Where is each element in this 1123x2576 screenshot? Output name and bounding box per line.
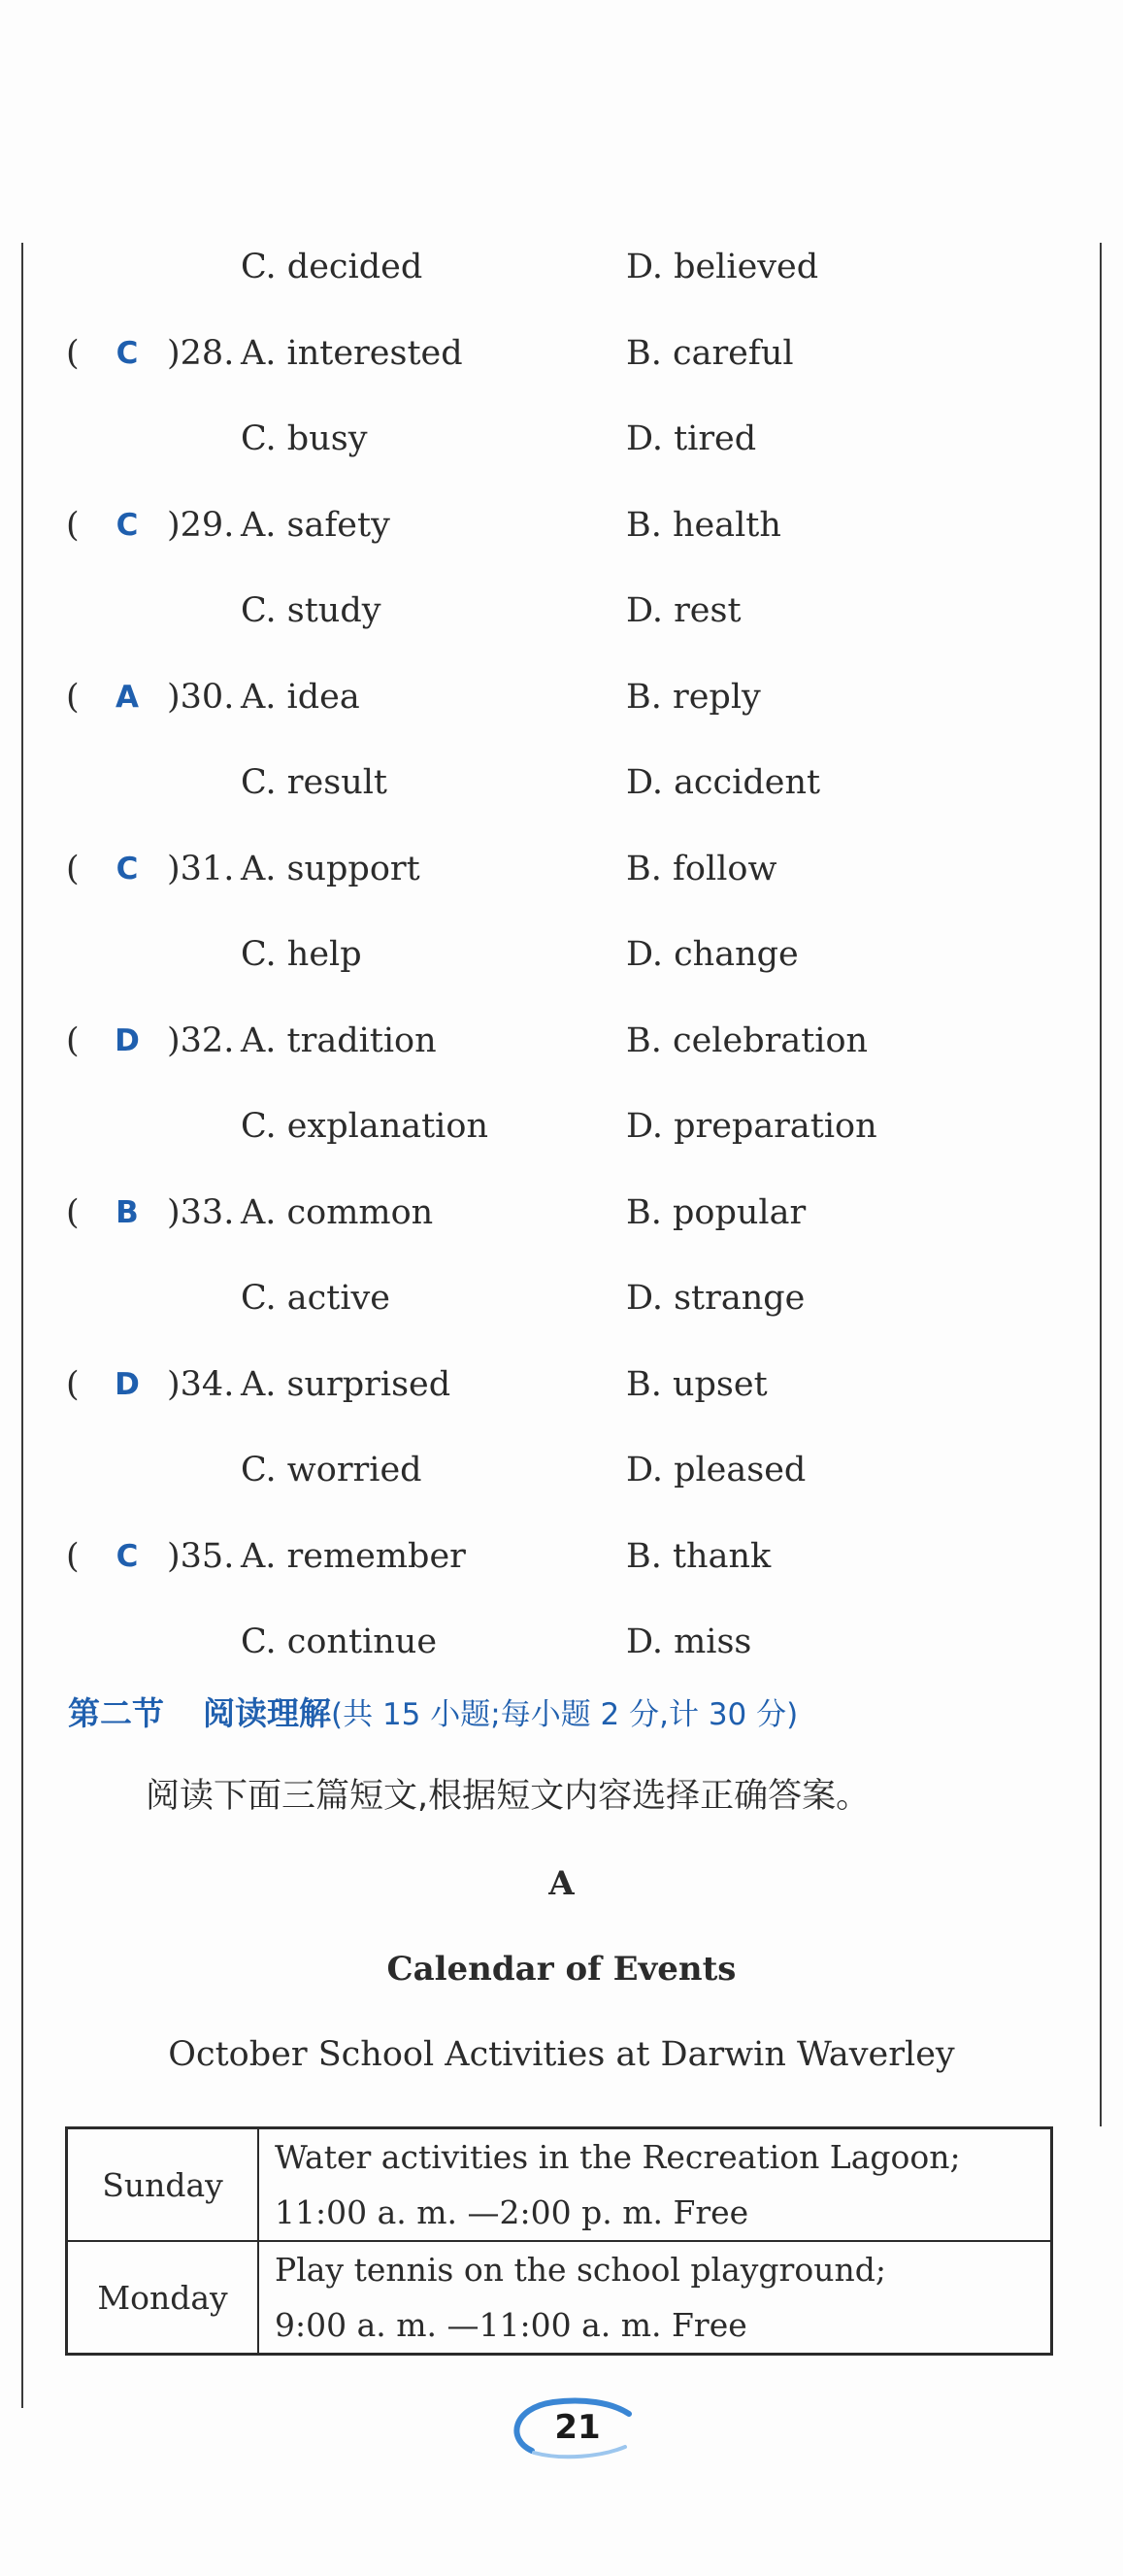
option-left: C. active <box>241 1279 390 1318</box>
option-right: D. change <box>626 935 799 974</box>
answer-paren: ( <box>66 1536 80 1576</box>
option-row <box>0 1355 1123 1414</box>
answer-letter: C <box>116 851 139 887</box>
option-left: A. support <box>241 849 420 888</box>
page-number: 21 <box>554 2408 601 2447</box>
option-row <box>0 840 1123 898</box>
reading-instruction: 阅读下面三篇短文,根据短文内容选择正确答案。 <box>146 1777 871 1816</box>
question-number: )35. <box>167 1536 235 1576</box>
option-left: A. tradition <box>241 1020 437 1060</box>
option-right: B. upset <box>626 1364 768 1404</box>
option-row <box>0 496 1123 554</box>
option-right: B. popular <box>626 1192 807 1232</box>
option-right: D. strange <box>626 1279 806 1318</box>
option-row <box>0 1269 1123 1327</box>
question-number: )30. <box>167 677 235 717</box>
option-left: C. continue <box>241 1623 438 1661</box>
option-left: C. busy <box>241 419 368 458</box>
question-number: )33. <box>167 1192 235 1232</box>
answer-paren: ( <box>66 1364 80 1404</box>
event-description: Play tennis on the school playground; <box>275 2251 886 2289</box>
day-cell: Sunday <box>67 2128 259 2242</box>
day-cell: Monday <box>67 2241 259 2355</box>
event-description: Water activities in the Recreation Lagoon; <box>275 2138 961 2176</box>
answer-paren: ( <box>66 505 80 545</box>
events-table <box>65 2126 1053 2356</box>
answer-letter: A <box>116 679 139 715</box>
option-row <box>0 1097 1123 1155</box>
option-right: B. thank <box>626 1536 772 1576</box>
answer-letter: D <box>115 1022 140 1058</box>
option-left: C. explanation <box>241 1107 488 1146</box>
option-right: B. follow <box>626 849 777 888</box>
option-right: D. preparation <box>626 1107 877 1146</box>
answer-letter: C <box>116 1538 139 1574</box>
section-heading <box>68 1685 798 1744</box>
option-left: C. decided <box>241 248 423 286</box>
option-left: A. remember <box>241 1536 466 1576</box>
section-note: (共 15 小题;每小题 2 分,计 30 分) <box>331 1697 799 1732</box>
question-number: )31. <box>167 849 235 888</box>
option-row <box>0 324 1123 383</box>
option-row <box>0 1012 1123 1070</box>
question-number: )29. <box>167 505 235 545</box>
question-number: )32. <box>167 1020 235 1060</box>
option-row <box>0 1613 1123 1671</box>
event-cell <box>258 2241 1052 2355</box>
answer-letter: C <box>116 335 139 371</box>
option-right: D. tired <box>626 419 757 458</box>
option-row <box>0 753 1123 812</box>
option-right: D. accident <box>626 763 821 802</box>
option-row <box>0 410 1123 468</box>
option-left: A. surprised <box>241 1364 451 1404</box>
calendar-subtitle: October School Activities at Darwin Waverley <box>168 2035 955 2074</box>
option-left: C. study <box>241 591 381 630</box>
option-left: A. interested <box>241 333 463 373</box>
option-row <box>0 668 1123 726</box>
event-time: 11:00 a. m. —2:00 p. m. Free <box>275 2193 749 2231</box>
option-row <box>0 1527 1123 1586</box>
section-title: 第二节 <box>68 1694 164 1732</box>
option-left: C. help <box>241 935 362 974</box>
option-left: A. common <box>241 1192 434 1232</box>
answer-paren: ( <box>66 1020 80 1060</box>
option-right: B. careful <box>626 333 794 373</box>
answer-letter: B <box>116 1194 139 1230</box>
option-row <box>0 582 1123 640</box>
answer-letter: D <box>115 1366 140 1402</box>
answer-paren: ( <box>66 677 80 717</box>
event-time: 9:00 a. m. —11:00 a. m. Free <box>275 2306 747 2344</box>
option-left: C. result <box>241 763 387 802</box>
option-left: A. safety <box>241 505 390 545</box>
answer-paren: ( <box>66 333 80 373</box>
option-right: B. reply <box>626 677 761 717</box>
option-row <box>0 925 1123 984</box>
option-left: A. idea <box>241 677 360 717</box>
option-right: D. miss <box>626 1623 752 1661</box>
option-right: D. pleased <box>626 1451 807 1489</box>
option-row <box>0 1184 1123 1242</box>
option-right: D. believed <box>626 248 819 286</box>
table-row <box>67 2241 1052 2355</box>
answer-paren: ( <box>66 849 80 888</box>
table-row <box>67 2128 1052 2242</box>
calendar-title: Calendar of Events <box>386 1950 737 1989</box>
option-right: B. celebration <box>626 1020 869 1060</box>
option-right: B. health <box>626 505 781 545</box>
option-row <box>0 238 1123 296</box>
answer-paren: ( <box>66 1192 80 1232</box>
question-number: )34. <box>167 1364 235 1404</box>
passage-label: A <box>548 1864 575 1903</box>
option-right: D. rest <box>626 591 742 630</box>
section-subtitle: 阅读理解 <box>203 1694 331 1732</box>
answer-letter: C <box>116 507 139 543</box>
option-row <box>0 1441 1123 1499</box>
question-number: )28. <box>167 333 235 373</box>
option-left: C. worried <box>241 1451 422 1489</box>
event-cell <box>258 2128 1052 2242</box>
